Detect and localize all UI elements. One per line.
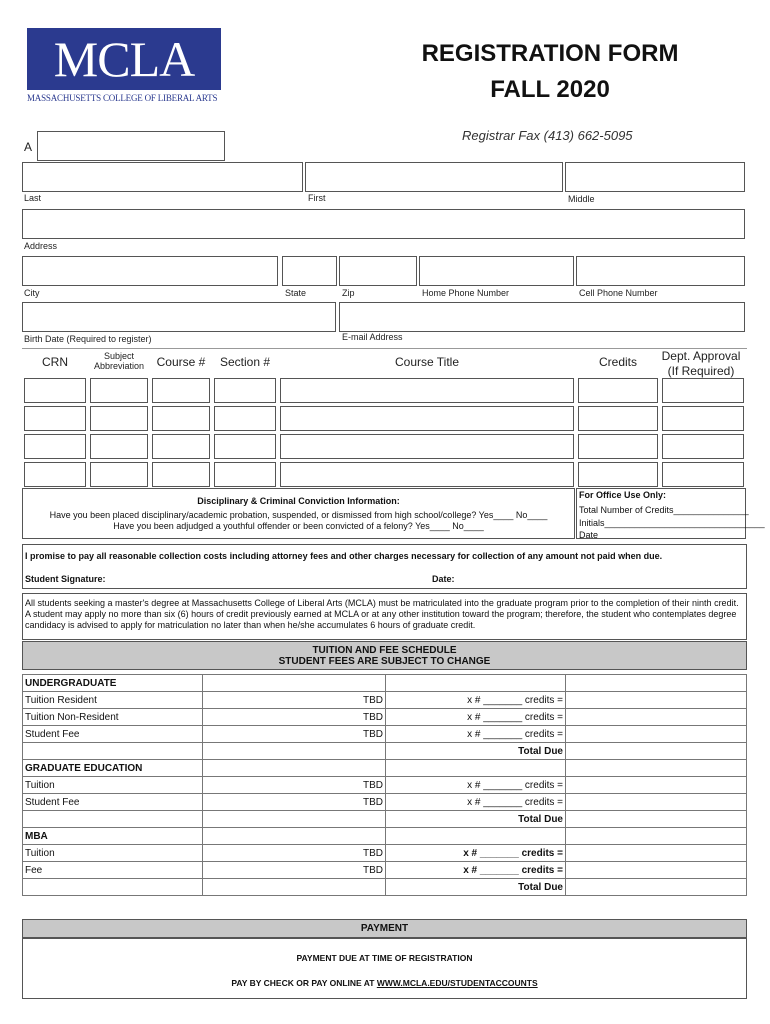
tbd-value: TBD [203,862,386,879]
undergrad-heading: UNDERGRADUATE [23,675,203,692]
tbd-value: TBD [203,794,386,811]
dept-approval-cell-row-1[interactable] [662,378,744,403]
id-label: A [24,140,33,154]
credits-calc[interactable]: x # _______ credits = [386,845,566,862]
subject-cell-row-4[interactable] [90,462,148,487]
amount-cell[interactable] [566,709,747,726]
payment-online-text [22,978,747,988]
credits-cell-row-2[interactable] [578,406,658,431]
credits-calc[interactable]: x # _______ credits = [386,726,566,743]
table-top-rule [22,348,747,349]
birth-date-label: Birth Date (Required to register) [24,334,152,344]
mba-heading: MBA [23,828,203,845]
signature-date-label[interactable]: Date: [432,574,455,584]
disciplinary-question-1: Have you been placed disciplinary/academic probation, suspended, or dismissed from high school/college? Yes____ No____ [49,510,548,520]
id-field[interactable] [37,131,225,161]
crn-cell-row-4[interactable] [24,462,86,487]
table-row [23,760,747,777]
course-number-header: Course # [156,355,206,369]
state-field[interactable] [282,256,337,286]
section-cell-row-3[interactable] [214,434,276,459]
amount-cell[interactable] [566,862,747,879]
disciplinary-question-2: Have you been adjudged a youthful offender or been convicted of a felony? Yes____ No____ [113,521,484,531]
subject-cell-row-3[interactable] [90,434,148,459]
table-row [23,726,747,743]
table-row [23,828,747,845]
address-label: Address [24,241,58,251]
graduate-heading: GRADUATE EDUCATION [23,760,203,777]
credits-calc[interactable]: x # _______ credits = [386,862,566,879]
promise-text: I promise to pay all reasonable collection costs including attorney fees and other charges necessary for collection of any amount not paid when due. [25,551,663,561]
first-name-field[interactable] [305,162,563,192]
state-label: State [285,288,307,298]
zip-field[interactable] [339,256,417,286]
grad-student-fee-label: Student Fee [23,794,203,811]
student-fee-label: Student Fee [23,726,203,743]
amount-cell[interactable] [566,692,747,709]
middle-label: Middle [568,194,595,204]
registrar-fax: Registrar Fax (413) 662-5095 [462,128,633,143]
city-label: City [24,288,40,298]
dept-approval-cell-row-3[interactable] [662,434,744,459]
table-row [23,777,747,794]
total-due-label: Total Due [386,879,566,896]
tuition-resident-label: Tuition Resident [23,692,203,709]
course-number-cell-row-4[interactable] [152,462,210,487]
tuition-nonresident-label: Tuition Non-Resident [23,709,203,726]
email-label: E-mail Address [342,332,403,342]
middle-name-field[interactable] [565,162,745,192]
total-due-cell[interactable] [566,743,747,760]
table-row [23,709,747,726]
cell-phone-field[interactable] [576,256,745,286]
logo-subtitle: MASSACHUSETTS COLLEGE OF LIBERAL ARTS [27,93,218,103]
email-field[interactable] [339,302,745,332]
amount-cell[interactable] [566,777,747,794]
tbd-value: TBD [203,709,386,726]
credits-calc[interactable]: x # _______ credits = [386,692,566,709]
last-label: Last [24,193,42,203]
credits-cell-row-4[interactable] [578,462,658,487]
credits-calc[interactable]: x # _______ credits = [386,777,566,794]
home-phone-field[interactable] [419,256,574,286]
course-number-cell-row-1[interactable] [152,378,210,403]
total-due-cell[interactable] [566,879,747,896]
crn-cell-row-3[interactable] [24,434,86,459]
subject-cell-row-2[interactable] [90,406,148,431]
disciplinary-heading: Disciplinary & Criminal Conviction Information: [197,496,400,506]
course-number-cell-row-2[interactable] [152,406,210,431]
tuition-header-line1: TUITION AND FEE SCHEDULE [312,645,457,656]
total-due-label: Total Due [386,743,566,760]
office-initials: Initials________________________________ [579,518,765,528]
crn-cell-row-2[interactable] [24,406,86,431]
mba-tuition-label: Tuition [23,845,203,862]
total-due-cell[interactable] [566,811,747,828]
amount-cell[interactable] [566,794,747,811]
credits-cell-row-1[interactable] [578,378,658,403]
section-header: Section # [219,355,271,369]
payment-header: PAYMENT [22,919,747,938]
mba-fee-label: Fee [23,862,203,879]
tbd-value: TBD [203,777,386,794]
student-accounts-link[interactable]: WWW.MCLA.EDU/STUDENTACCOUNTS [376,978,538,988]
subject-header: Subject Abbreviation [93,351,145,371]
section-cell-row-1[interactable] [214,378,276,403]
dept-approval-cell-row-4[interactable] [662,462,744,487]
birth-date-field[interactable] [22,302,336,332]
office-date: Date [579,530,599,540]
course-title-cell-row-1[interactable] [280,378,574,403]
first-label: First [308,193,326,203]
table-row [23,692,747,709]
credits-calc[interactable]: x # _______ credits = [386,709,566,726]
subject-cell-row-1[interactable] [90,378,148,403]
credits-calc[interactable]: x # _______ credits = [386,794,566,811]
payment-due-text: PAYMENT DUE AT TIME OF REGISTRATION [296,953,473,963]
grad-tuition-label: Tuition [23,777,203,794]
tbd-value: TBD [203,692,386,709]
payment-online-prefix: PAY BY CHECK OR PAY ONLINE AT [231,978,377,988]
course-title-cell-row-3[interactable] [280,434,574,459]
amount-cell[interactable] [566,726,747,743]
table-row [23,794,747,811]
tbd-value: TBD [203,845,386,862]
dept-approval-cell-row-2[interactable] [662,406,744,431]
course-number-cell-row-3[interactable] [152,434,210,459]
table-row [23,862,747,879]
section-cell-row-4[interactable] [214,462,276,487]
total-due-label: Total Due [386,811,566,828]
signature-label[interactable]: Student Signature: [25,574,106,584]
table-row [23,743,747,760]
zip-label: Zip [342,288,355,298]
crn-header: CRN [42,355,68,369]
payment-box [22,938,747,999]
mcla-logo: MCLA [27,28,221,90]
table-row [23,811,747,828]
cell-phone-label: Cell Phone Number [579,288,658,298]
table-row [23,675,747,692]
form-title: REGISTRATION FORM [421,40,679,67]
tuition-header [22,641,747,670]
dept-approval-header: Dept. Approval (If Required) [661,349,741,378]
crn-cell-row-1[interactable] [24,378,86,403]
amount-cell[interactable] [566,845,747,862]
office-total-credits: Total Number of Credits_______________ [579,505,749,515]
home-phone-label: Home Phone Number [422,288,510,298]
course-title-cell-row-4[interactable] [280,462,574,487]
section-cell-row-2[interactable] [214,406,276,431]
fee-schedule-table [22,674,747,896]
matriculation-notice: All students seeking a master's degree at Massachusetts College of Liberal Arts (MCLA) must be matriculated into the graduate program prior to the completion of their ninth credit. A student may apply no more than six (6) hours of credit previously earned at MCLA or at any other institution toward the program; therefore, the student who contemplates degree candidacy is advised to apply for matriculation no later than when he/she accumulates 6 hours of graduate credit. [25,598,739,630]
last-name-field[interactable] [22,162,303,192]
form-term: FALL 2020 [490,76,610,103]
address-field[interactable] [22,209,745,239]
table-row [23,845,747,862]
course-title-cell-row-2[interactable] [280,406,574,431]
course-title-header: Course Title [394,355,460,369]
credits-cell-row-3[interactable] [578,434,658,459]
office-use-heading: For Office Use Only: [579,490,667,500]
city-field[interactable] [22,256,278,286]
table-row [23,879,747,896]
tbd-value: TBD [203,726,386,743]
tuition-header-line2: STUDENT FEES ARE SUBJECT TO CHANGE [278,656,491,667]
credits-header: Credits [598,355,637,369]
